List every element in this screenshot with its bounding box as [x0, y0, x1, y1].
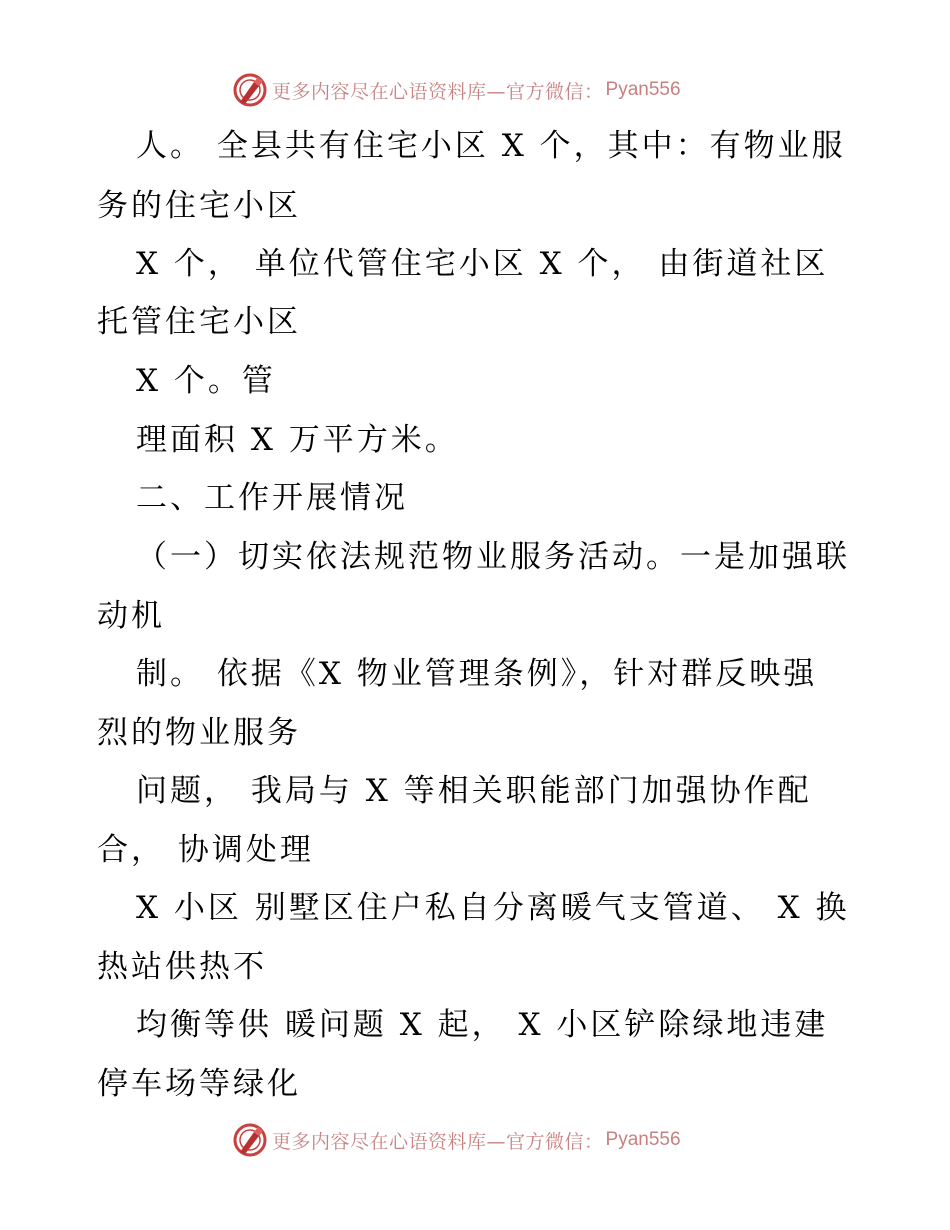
text-line-15: 热站供热不 [97, 949, 267, 985]
header-watermark [0, 70, 950, 110]
watermark-wechat-id: Pyan556 [605, 79, 681, 100]
text-line-17: 停车场等绿化 [97, 1066, 301, 1102]
text-line-14: X 小区 别墅区住户私自分离暖气支管道、 X 换 [136, 890, 850, 926]
text-line-2: 务的住宅小区 [97, 188, 301, 224]
pen-nib-logo-icon [232, 1122, 268, 1158]
section-heading: 二、工作开展情况 [136, 480, 408, 516]
text-line-16: 均衡等供 暖问题 X 起， X 小区铲除绿地违建 [136, 1007, 829, 1043]
text-line-10: 制。 依据《X 物业管理条例》，针对群反映强 [136, 656, 818, 692]
footer-watermark [0, 1120, 950, 1160]
watermark-wechat-id: Pyan556 [605, 1129, 681, 1150]
text-line-12: 问题， 我局与 X 等相关职能部门加强协作配 [136, 773, 812, 809]
text-line-9: 动机 [97, 598, 165, 634]
text-line-11: 烈的物业服务 [97, 715, 301, 751]
text-line-13: 合， 协调处理 [97, 832, 314, 868]
text-line-5: X 个。管 [136, 363, 276, 399]
watermark-text: 更多内容尽在心语资料库—官方微信： [272, 80, 604, 103]
text-line-1: 人。 全县共有住宅小区 X 个，其中：有物业服 [136, 128, 846, 164]
text-line-8: （一）切实依法规范物业服务活动。一是加强联 [136, 539, 850, 575]
text-line-4: 托管住宅小区 [97, 304, 301, 340]
watermark-text: 更多内容尽在心语资料库—官方微信： [272, 1130, 604, 1153]
text-line-6: 理面积 X 万平方米。 [136, 422, 459, 458]
text-line-3: X 个， 单位代管住宅小区 X 个， 由街道社区 [136, 246, 829, 282]
pen-nib-logo-icon [232, 72, 268, 108]
